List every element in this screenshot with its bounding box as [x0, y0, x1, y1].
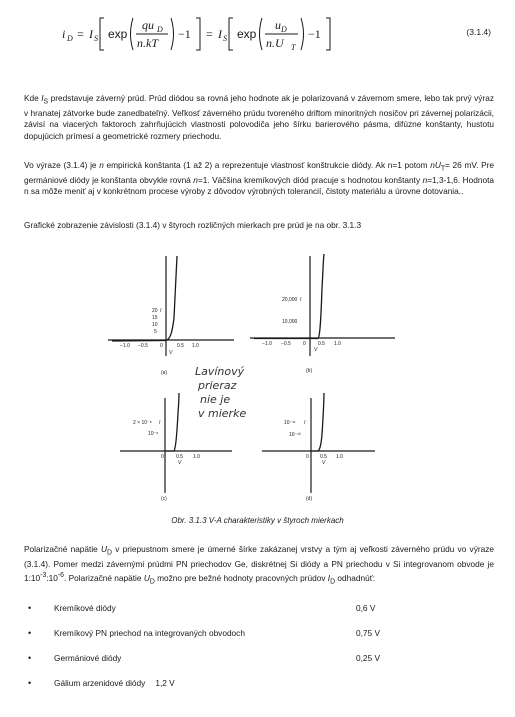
note-line-2: prieraz [198, 379, 237, 392]
panel-a-ylabel: I [160, 308, 162, 314]
eq-equals-2: = [206, 27, 213, 41]
eq-is-2-sub: S [223, 34, 227, 43]
list-item-name: Kremíkové diódy [54, 603, 116, 613]
p4-text-f: odhadnúť: [335, 573, 376, 584]
panel-c-curve [165, 393, 179, 451]
list-item-value: 0,6 V [356, 603, 376, 613]
panel-c-ytick-1: 2 × 10⁻⁸ [133, 420, 152, 426]
p2-symbol-n2: n [193, 175, 198, 186]
panel-d-xtick-2: 0.5 [320, 454, 327, 460]
p2-text-b: empirická konštanta (1 až 2) a reprezentuje vlastnosť konštrukcie diódy. Ak n=1 potom [103, 160, 431, 170]
p1-text-a: Kde [24, 93, 42, 103]
panel-b-xtick-1: −1.0 [262, 341, 272, 347]
left-bracket-1 [100, 18, 104, 50]
list-item-value: 1,2 V [155, 678, 175, 688]
paragraph-reverse-current [24, 93, 494, 142]
paragraph-empirical-constant [24, 160, 494, 198]
panel-a-xtick-4: 0.5 [177, 343, 184, 349]
panel-b-ytick-1: 20,000 [282, 297, 298, 303]
panel-c-xlabel: V [178, 460, 182, 466]
panel-a-xlabel: V [169, 350, 173, 356]
panel-c-tag: (c) [161, 496, 167, 502]
note-line-4: v mierke [198, 407, 247, 420]
eq-is-2: I [218, 27, 222, 41]
eq-is-1: I [89, 27, 93, 41]
bullet-icon: • [28, 603, 32, 613]
panel-a-tag: (a) [161, 370, 168, 376]
right-bracket-2 [326, 18, 330, 50]
equation-number: (3.1.4) [466, 27, 491, 37]
p2-symbol-n: n [99, 160, 104, 170]
list-item [24, 678, 494, 692]
panel-a-xtick-1: −1.0 [120, 343, 130, 349]
panel-a-ytick-2: 15 [152, 315, 158, 321]
right-bracket-1 [196, 18, 200, 50]
panel-c-xtick-3: 1.0 [193, 454, 200, 460]
p4-symbol-id-sub: D [330, 578, 336, 586]
bullet-icon: • [28, 628, 32, 638]
eq-den-1: n.kT [137, 36, 158, 50]
panel-c-xtick-2: 0.5 [176, 454, 183, 460]
panel-b-xtick-3: 0 [303, 341, 306, 347]
left-paren-2 [260, 18, 263, 50]
figure-caption: Obr. 3.1.3 V-A charakteristiky v štyroch mierkach [171, 516, 344, 525]
list-item-name [54, 678, 175, 688]
p1-symbol-is-sub: S [43, 98, 49, 106]
panel-c-ylabel: I [159, 420, 161, 426]
list-item-value: 0,25 V [356, 653, 380, 663]
p4-text-a: Polarizačné napätie [24, 544, 102, 554]
p4-symbol-ud2-sub: D [149, 578, 155, 586]
eq-exp-2: exp [237, 27, 257, 41]
p2-symbol-nut-sub: T [440, 165, 446, 173]
p2-text-e: =1,3-1,6. Hodnota n sa môže meniť aj v konkrétnom procese výroby z dôvodov výrobných tolerancií, čistoty materiálu a úrovne dotovania.. [24, 175, 495, 197]
eq-exp-1: exp [108, 27, 128, 41]
eq-lhs: i [62, 27, 66, 41]
panel-b-xtick-5: 1.0 [334, 341, 341, 347]
panel-c-ytick-2: 10⁻⁸ [148, 431, 159, 437]
iv-characteristics-figure [0, 238, 515, 528]
p4-symbol-ud2: U [143, 573, 150, 584]
panel-b-xtick-4: 0.5 [318, 341, 325, 347]
p4-symbol-id: I [327, 573, 331, 584]
p4-exponent-1: -3 [40, 572, 47, 580]
left-bracket-2 [229, 18, 233, 50]
p4-text-d: . Polarizačné napätie [64, 573, 144, 584]
list-item [24, 653, 494, 667]
paragraph-figure-reference: Grafické zobrazenie závislosti (3.1.4) v štyroch rozličných mierkach pre prúd je na obr. 3.1.3 [24, 220, 362, 230]
list-item-value: 0,75 V [356, 628, 380, 638]
p2-text-d: =1. Väčšina kremíkových diód pracuje s hodnotou konštanty [197, 175, 423, 186]
eq-equals-1: = [77, 27, 84, 41]
diode-equation [60, 14, 490, 54]
panel-d-xtick-3: 1.0 [336, 454, 343, 460]
p2-symbol-n3: n [422, 175, 428, 186]
list-item-name: Germániové diódy [54, 653, 122, 663]
panel-a-xtick-5: 1.0 [192, 343, 199, 349]
panel-a-ytick-1: 20 [152, 308, 158, 314]
panel-d [262, 393, 375, 502]
eq-num-1: qu [142, 18, 154, 32]
list-item [24, 628, 494, 642]
note-line-1: Lavínový [195, 365, 245, 378]
p4-text-e: možno pre bežné hodnoty pracovných prúdov [154, 573, 328, 584]
note-line-3: nie je [200, 393, 231, 406]
panel-a-xtick-3: 0 [160, 343, 163, 349]
p4-exponent-2: -6 [57, 572, 65, 580]
panel-d-tag: (d) [306, 496, 313, 502]
eq-den-2: n.U [266, 36, 284, 50]
p2-text-c: = 26 mV. Pre germániové diódy je konštanta obvykle rovná [24, 160, 495, 186]
panel-d-ytick-2: 10⁻¹³ [289, 432, 301, 438]
left-paren-1 [131, 18, 134, 50]
panel-a [108, 256, 234, 376]
panel-a-curve [112, 256, 177, 341]
panel-b-tag: (b) [306, 368, 313, 374]
eq-num-2-sub: D [281, 25, 287, 34]
p4-text-b: v priepustnom smere je úmerné šírke zakázanej vrstvy a tým aj veľkosti záverného prúdu vo výraze (3.1.4). Pomer medzi závernými prúdmi PN priechodov Ge, diskrétnej Si diódy a PN priechodu v Si integrovanom obvode je 1:10 [24, 544, 494, 584]
panel-a-ytick-4: 5 [154, 329, 157, 335]
right-paren-1 [171, 18, 174, 50]
bullet-icon: • [28, 678, 32, 688]
p2-text-a: Vo výraze (3.1.4) je [24, 160, 100, 170]
panel-d-xtick-1: 0 [306, 454, 309, 460]
list-item [24, 603, 494, 617]
panel-b-xtick-2: −0.5 [281, 341, 291, 347]
panel-d-ylabel: I [304, 420, 306, 426]
panel-a-ytick-3: 10 [152, 322, 158, 328]
panel-b-ylabel: I [300, 297, 302, 303]
panel-b-xlabel: V [314, 347, 318, 353]
eq-minus-one-2: −1 [308, 27, 321, 41]
eq-num-2: u [275, 18, 281, 32]
eq-is-1-sub: S [94, 34, 98, 43]
p1-symbol-is: I [41, 93, 44, 103]
panel-a-xtick-2: −0.5 [138, 343, 148, 349]
list-item-name: Kremíkový PN priechod na integrovaných obvodoch [54, 628, 245, 638]
p4-text-c: :10 [46, 573, 58, 584]
bullet-icon: • [28, 653, 32, 663]
p2-symbol-nut: nU [430, 160, 441, 170]
list-item-name-text: Gálium arzenidové diódy [54, 678, 146, 688]
panel-b [250, 254, 395, 374]
right-paren-2 [301, 18, 304, 50]
p4-symbol-ud: U [101, 544, 108, 554]
paragraph-forward-voltage [24, 544, 494, 588]
panel-c-xtick-1: 0 [161, 454, 164, 460]
eq-minus-one-1: −1 [178, 27, 191, 41]
p1-text-b: predstavuje záverný prúd. Prúd diódou sa rovná jeho hodnote ak je polarizovaná v závernom smere, lebo tak prvý výraz v hranatej zátvorke bude zanedbateľný. Veľkosť záverného prúdu tvoreného driftom minoritných nosičov pri závernej polarizácii, závisí na viacerých faktoroch zahrňujúcich vlastnosti polovodiča jeho šírku barierového pásma, difúzne konštanty, hustotu dopujúcich prímesí a geometrické rozmery priechodu. [24, 93, 494, 141]
eq-num-1-sub: D [157, 25, 163, 34]
panel-d-ytick-1: 10⁻¹¹ [284, 420, 296, 426]
handwritten-note [195, 365, 246, 420]
eq-den-2-sub: T [291, 43, 296, 52]
panel-b-ytick-2: 10,000 [282, 319, 298, 325]
p4-symbol-ud-sub: D [107, 549, 113, 557]
panel-d-curve [311, 393, 324, 451]
panel-d-xlabel: V [322, 460, 326, 466]
eq-lhs-sub: D [67, 34, 73, 43]
